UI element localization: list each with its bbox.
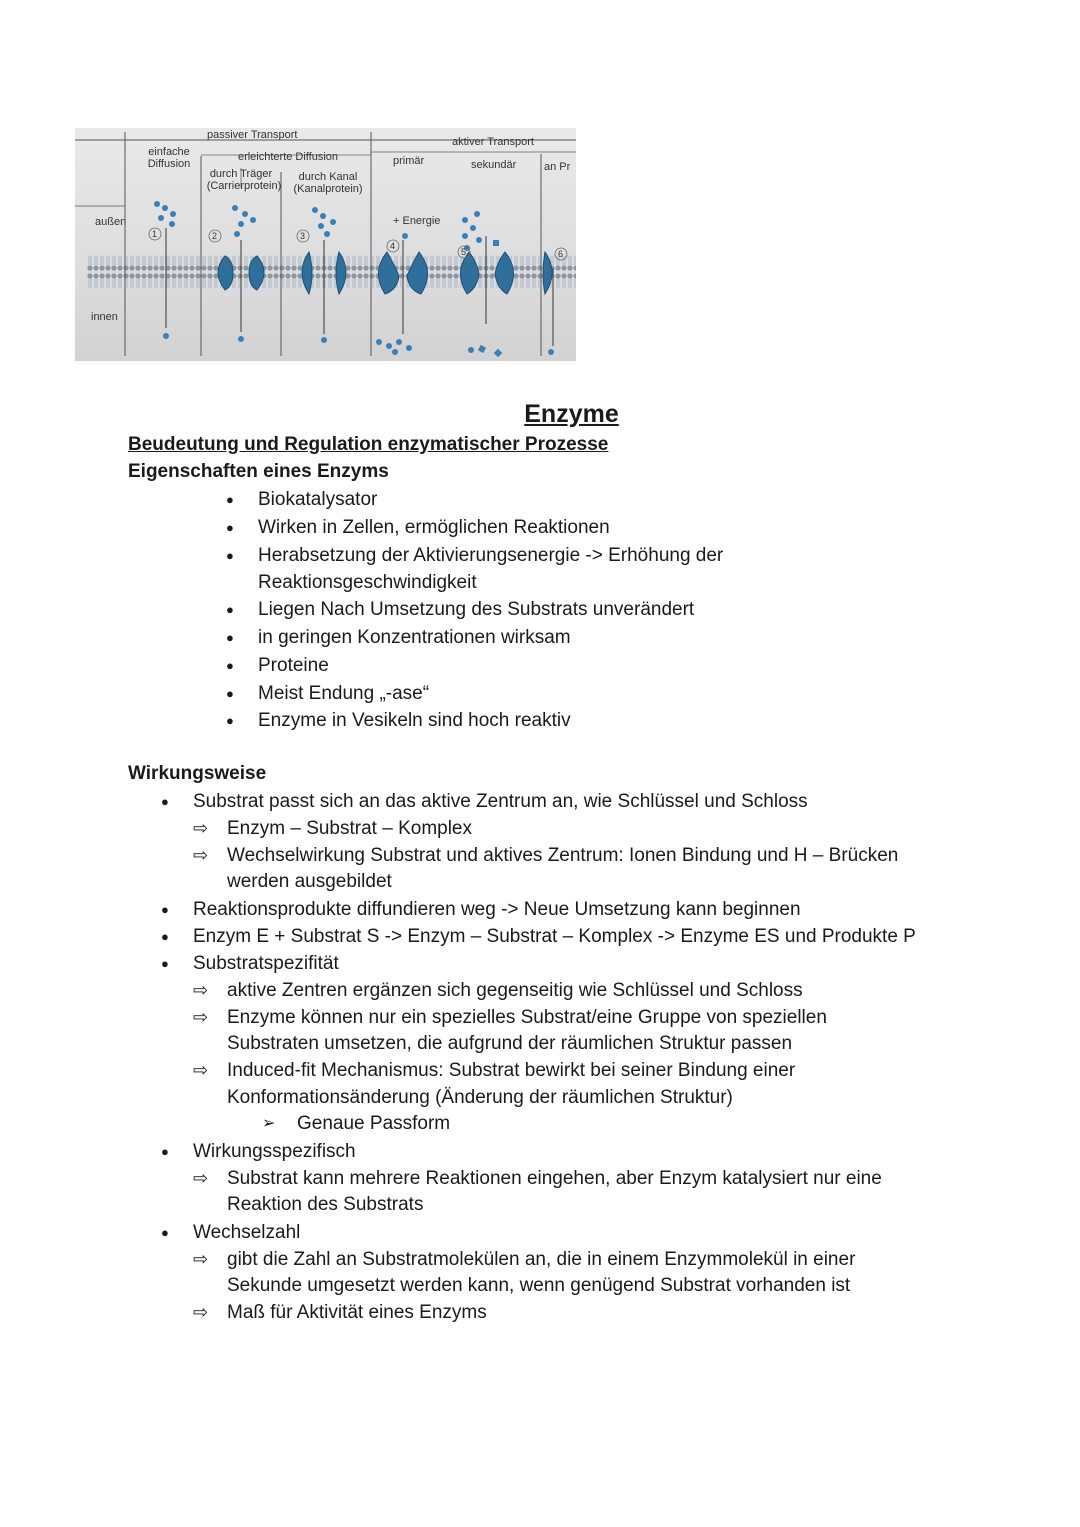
col-cut: an Pr — [544, 161, 571, 173]
sub-item-continuation: Reaktion des Substrats — [227, 1194, 424, 1215]
arrow-right-icon: ⇨ — [193, 980, 209, 1000]
list-item: Enzym E + Substrat S -> Enzym – Substrat – Komplex -> Enzyme ES und Produkte P — [193, 926, 916, 947]
bullet-icon: ● — [161, 1144, 169, 1159]
bullet-icon: ● — [226, 658, 234, 673]
energy-label: + Energie — [393, 215, 441, 227]
bullet-icon: ● — [226, 713, 234, 728]
list-item: Substrat passt sich an das aktive Zentrum an, wie Schlüssel und Schloss — [193, 791, 808, 812]
header-active: aktiver Transport — [452, 136, 534, 148]
page-title: Enzyme — [524, 400, 619, 428]
number-2: 2 — [212, 231, 218, 241]
number-5: 5 — [461, 247, 467, 257]
number-6: 6 — [558, 249, 564, 259]
col-secondary: sekundär — [471, 159, 517, 171]
arrow-right-icon: ⇨ — [193, 1168, 209, 1188]
sub-item: Induced-fit Mechanismus: Substrat bewirkt bei seiner Bindung einer — [227, 1060, 796, 1081]
sub-item: Enzyme können nur ein spezielles Substrat/eine Gruppe von speziellen — [227, 1007, 827, 1028]
list-item: Wirken in Zellen, ermöglichen Reaktionen — [258, 517, 610, 538]
sub-item-continuation: Konformationsänderung (Änderung der räumlichen Struktur) — [227, 1087, 733, 1108]
section-heading-properties: Eigenschaften eines Enzyms — [128, 461, 389, 482]
section-heading-mechanism: Wirkungsweise — [128, 763, 267, 784]
list-item-continuation: Reaktionsgeschwindigkeit — [258, 572, 477, 593]
col-facilitated: erleichterte Diffusion — [237, 151, 339, 163]
arrow-right-icon: ⇨ — [193, 1302, 209, 1322]
list-item: Liegen Nach Umsetzung des Substrats unverändert — [258, 599, 695, 620]
arrow-right-icon: ⇨ — [193, 1060, 209, 1080]
list-item: Reaktionsprodukte diffundieren weg -> Neue Umsetzung kann beginnen — [193, 899, 801, 920]
sub-item: Maß für Aktivität eines Enzyms — [227, 1302, 487, 1323]
sub-item: aktive Zentren ergänzen sich gegenseitig wie Schlüssel und Schloss — [227, 980, 803, 1001]
col-simple-2: Diffusion — [147, 158, 191, 170]
bullet-icon: ● — [161, 902, 169, 917]
header-passive: passiver Transport — [207, 129, 298, 141]
arrow-right-icon: ⇨ — [193, 1249, 209, 1269]
bullet-icon: ● — [161, 794, 169, 809]
list-item: Biokatalysator — [258, 489, 378, 510]
label-inside: innen — [91, 311, 118, 323]
bullet-icon: ● — [226, 602, 234, 617]
sub-item-continuation: werden ausgebildet — [227, 871, 392, 892]
col-carrier-2: (Carrierprotein) — [206, 180, 282, 192]
col-channel-1: durch Kanal — [298, 171, 358, 183]
bullet-icon: ● — [161, 1225, 169, 1240]
arrow-right-icon: ⇨ — [193, 1007, 209, 1027]
sub-item-continuation: Sekunde umgesetzt werden kann, wenn genügend Substrat vorhanden ist — [227, 1275, 851, 1296]
sub-item-continuation: Substraten umsetzen, die aufgrund der räumlichen Struktur passen — [227, 1033, 793, 1054]
sub-item: Wechselwirkung Substrat und aktives Zentrum: Ionen Bindung und H – Brücken — [227, 845, 899, 866]
bullet-icon: ● — [226, 686, 234, 701]
list-item: Herabsetzung der Aktivierungsenergie -> Erhöhung der — [258, 545, 724, 566]
list-item: in geringen Konzentrationen wirksam — [258, 627, 571, 648]
list-item: Meist Endung „-ase“ — [258, 683, 430, 704]
bullet-icon: ● — [226, 630, 234, 645]
main-heading: Beudeutung und Regulation enzymatischer Prozesse — [128, 434, 609, 455]
arrow-right-icon: ⇨ — [193, 818, 209, 838]
number-4: 4 — [390, 241, 396, 251]
col-simple-1: einfache — [148, 146, 190, 158]
col-primary: primär — [393, 155, 425, 167]
label-outside: außen — [95, 216, 127, 228]
list-item: Substratspezifität — [193, 953, 339, 974]
arrow-right-icon: ⇨ — [193, 845, 209, 865]
list-item: Enzyme in Vesikeln sind hoch reaktiv — [258, 710, 571, 731]
sub-item: Enzym – Substrat – Komplex — [227, 818, 472, 839]
number-3: 3 — [300, 231, 306, 241]
list-item: Wechselzahl — [193, 1222, 301, 1243]
col-channel-2: (Kanalprotein) — [293, 183, 363, 195]
bullet-icon: ● — [226, 520, 234, 535]
sub-item: gibt die Zahl an Substratmolekülen an, die in einem Enzymmolekül in einer — [227, 1249, 856, 1270]
membrane-transport-figure — [75, 128, 576, 361]
list-item: Wirkungsspezifisch — [193, 1141, 356, 1162]
sub-sub-item: Genaue Passform — [297, 1113, 451, 1134]
col-carrier-1: durch Träger — [209, 168, 273, 180]
bullet-icon: ● — [161, 956, 169, 971]
bullet-icon: ● — [161, 929, 169, 944]
number-1: 1 — [152, 229, 158, 239]
bullet-icon: ● — [226, 548, 234, 563]
sub-item: Substrat kann mehrere Reaktionen eingehen, aber Enzym katalysiert nur eine — [227, 1168, 882, 1189]
bullet-icon: ● — [226, 492, 234, 507]
chevron-right-icon: ➢ — [262, 1115, 276, 1132]
list-item: Proteine — [258, 655, 329, 676]
